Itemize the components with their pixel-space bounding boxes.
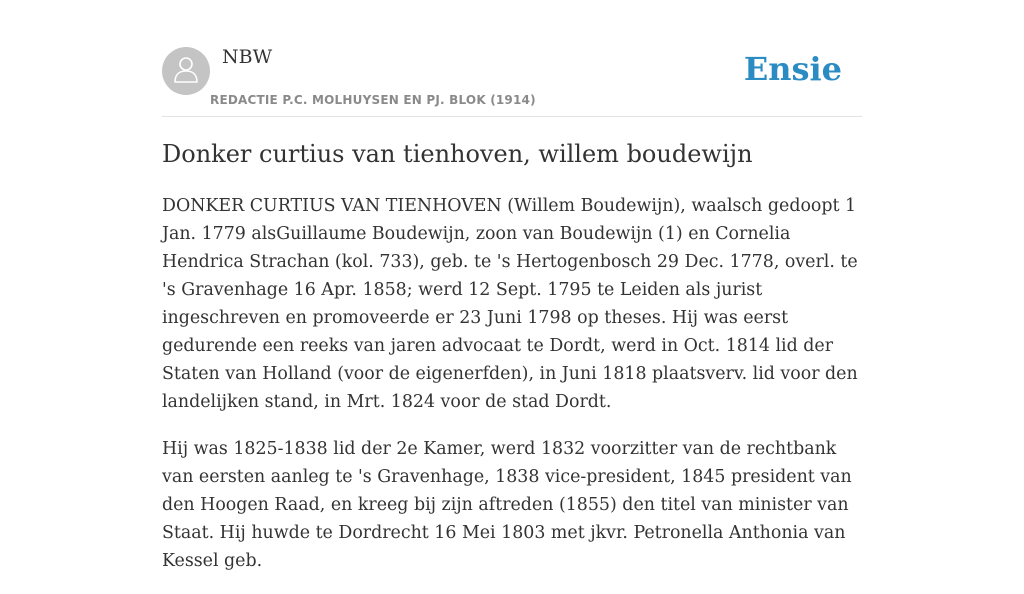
article-paragraph: DONKER CURTIUS VAN TIENHOVEN (Willem Boudewijn), waalsch gedoopt 1 Jan. 1779 alsGuillaume Boudewijn, zoon van Boudewijn (1) en Cornelia Hendrica Strachan (kol. 733), geb. te 's Hertogenbosch 29 Dec. 1778, overl. te 's Gravenhage 16 Apr. 1858; werd 12 Sept. 1795 te Leiden als jurist ingeschreven en promoveerde er 23 Juni 1798 op theses. Hij was eerst gedurende een reeks van jaren advocaat te Dordt, werd in Oct. 1814 lid der Staten van Holland (voor de eigenerfden), in Juni 1818 plaatsverv. lid voor den landelijken stand, in Mrt. 1824 voor de stad Dordt.: [162, 196, 858, 412]
avatar[interactable]: [162, 47, 210, 95]
article-paragraph: Hij was 1825-1838 lid der 2e Kamer, werd 1832 voorzitter van de rechtbank van eersten aanleg te 's Gravenhage, 1838 vice-president, 1845 president van den Hoogen Raad, en kreeg bij zijn aftreden (1855) den titel van minister van Staat. Hij huwde te Dordrecht 16 Mei 1803 met jkvr. Petronella Anthonia van Kessel geb.: [162, 439, 852, 571]
article-title: Donker curtius van tienhoven, willem boudewijn: [162, 140, 753, 168]
article-header: [162, 46, 862, 117]
author-subtitle: REDACTIE P.C. MOLHUYSEN EN PJ. BLOK (1914): [210, 93, 536, 107]
user-silhouette-icon: [173, 55, 199, 88]
author-name[interactable]: NBW: [222, 46, 273, 68]
brand-logo[interactable]: Ensie: [743, 50, 842, 88]
article-body: [162, 192, 862, 594]
